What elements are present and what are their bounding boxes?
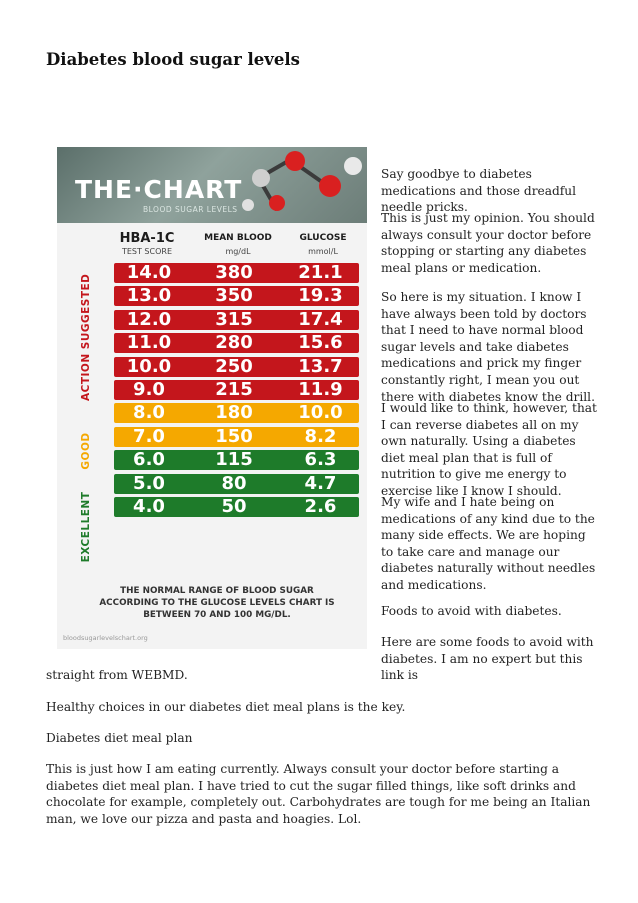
glucose-value: 10.0 xyxy=(298,402,343,424)
chart-logo: THE·CHART xyxy=(75,175,243,204)
hba1c-value: 8.0 xyxy=(133,402,165,424)
glucose-value: 19.3 xyxy=(298,285,343,307)
chart-col-sub-glucose: mmol/L xyxy=(308,247,338,256)
chart-col-sub-mean: mg/dL xyxy=(225,247,251,256)
molecule-atom xyxy=(285,151,305,171)
glucose-value: 6.3 xyxy=(304,449,337,471)
mean-blood-value: 250 xyxy=(215,355,253,377)
glucose-value: 4.7 xyxy=(304,472,337,494)
chart-row xyxy=(114,286,359,306)
molecule-atom xyxy=(269,195,285,211)
hba1c-value: 12.0 xyxy=(126,308,172,330)
hba1c-value: 14.0 xyxy=(126,262,172,283)
chart-header-banner xyxy=(57,147,367,223)
glucose-value: 21.1 xyxy=(298,262,343,283)
page-title: Diabetes blood sugar levels xyxy=(46,50,300,69)
mean-blood-value: 215 xyxy=(215,379,253,400)
paragraph: Here are some foods to avoid with diabetes. I am no expert but this link is xyxy=(381,635,594,683)
hba1c-value: 10.0 xyxy=(126,355,172,377)
mean-blood-value: 150 xyxy=(215,425,253,447)
chart-col-header-mean: MEAN BLOOD xyxy=(204,233,272,243)
glucose-value: 2.6 xyxy=(304,496,337,517)
paragraph: I would like to think, however, that I can reverse diabetes all on my own naturally. Using a diabetes diet meal plan that is full of nutrition to give me energy to exercise like I know I should. xyxy=(381,401,597,498)
mean-blood-value: 315 xyxy=(215,308,253,330)
paragraph: This is just my opinion. You should always consult your doctor before stopping or starting any diabetes meal plans or medication. xyxy=(381,211,595,275)
chart-col-header-glucose: GLUCOSE xyxy=(299,233,347,243)
mean-blood-value: 380 xyxy=(215,262,253,283)
paragraph: Foods to avoid with diabetes. xyxy=(381,604,562,618)
molecule-atom xyxy=(319,175,341,197)
molecule-atom xyxy=(242,199,254,211)
mean-blood-value: 80 xyxy=(221,472,247,494)
glucose-value: 17.4 xyxy=(298,308,343,330)
hba1c-value: 5.0 xyxy=(133,472,165,494)
glucose-value: 11.9 xyxy=(298,379,343,400)
chart-row xyxy=(114,333,359,353)
chart-col-header-hba1c: HBA-1C xyxy=(119,231,175,246)
chart-col-sub-hba1c: TEST SCORE xyxy=(121,247,173,256)
group-label-excellent: EXCELLENT xyxy=(80,491,92,563)
hba1c-value: 9.0 xyxy=(133,379,165,400)
paragraph: My wife and I hate being on medications of any kind due to the many side effects. We are hoping to take care and manage our diabetes naturally without needles and medications. xyxy=(381,495,596,592)
chart-row xyxy=(114,427,359,447)
chart-row xyxy=(114,380,359,400)
paragraph: Say goodbye to diabetes medications and those dreadful needle pricks. xyxy=(381,167,577,215)
hba1c-value: 13.0 xyxy=(126,285,172,307)
chart-row xyxy=(114,310,359,330)
hba1c-value: 6.0 xyxy=(133,449,165,471)
hba1c-value: 11.0 xyxy=(126,332,172,354)
chart-row xyxy=(114,474,359,494)
glucose-value: 15.6 xyxy=(298,332,343,354)
paragraph: straight from WEBMD. xyxy=(46,668,188,682)
molecule-atom xyxy=(252,169,270,187)
chart-row xyxy=(114,403,359,423)
glucose-value: 13.7 xyxy=(298,355,343,377)
chart-source-site: bloodsugarlevelschart.org xyxy=(63,634,148,642)
blood-sugar-chart-image xyxy=(57,147,367,649)
mean-blood-value: 50 xyxy=(221,496,247,517)
paragraph: So here is my situation. I know I have always been told by doctors that I need to have normal blood sugar levels and take diabetes medications and prick my finger constantly right, I mean you out there with diabetes know the drill. xyxy=(381,290,595,404)
chart-row xyxy=(114,497,359,517)
mean-blood-value: 180 xyxy=(215,402,253,424)
paragraph: Diabetes diet meal plan xyxy=(46,731,193,745)
group-label-good: GOOD xyxy=(80,432,92,470)
paragraph: Healthy choices in our diabetes diet meal plans is the key. xyxy=(46,700,406,714)
chart-row xyxy=(114,450,359,470)
mean-blood-value: 350 xyxy=(215,285,253,307)
group-label-action: ACTION SUGGESTED xyxy=(80,273,92,401)
chart-row xyxy=(114,357,359,377)
hba1c-value: 7.0 xyxy=(133,425,165,447)
paragraph: This is just how I am eating currently. Always consult your doctor before starting a diabetes diet meal plan. I have tried to cut the sugar filled things, like soft drinks and chocolate for example, completely out. Carbohydrates are tough for me being an Italian man, we love our pizza and pasta and hoagies. Lol. xyxy=(46,762,591,826)
chart-subtitle: BLOOD SUGAR LEVELS xyxy=(143,205,238,214)
molecule-atom xyxy=(344,157,362,175)
chart-footer-note: THE NORMAL RANGE OF BLOOD SUGAR ACCORDING TO THE GLUCOSE LEVELS CHART IS BETWEEN 70 AND 100 MG/DL. xyxy=(99,586,335,620)
chart-row xyxy=(114,263,359,283)
glucose-value: 8.2 xyxy=(304,425,337,447)
mean-blood-value: 115 xyxy=(215,449,253,471)
mean-blood-value: 280 xyxy=(215,332,253,354)
hba1c-value: 4.0 xyxy=(133,496,165,517)
